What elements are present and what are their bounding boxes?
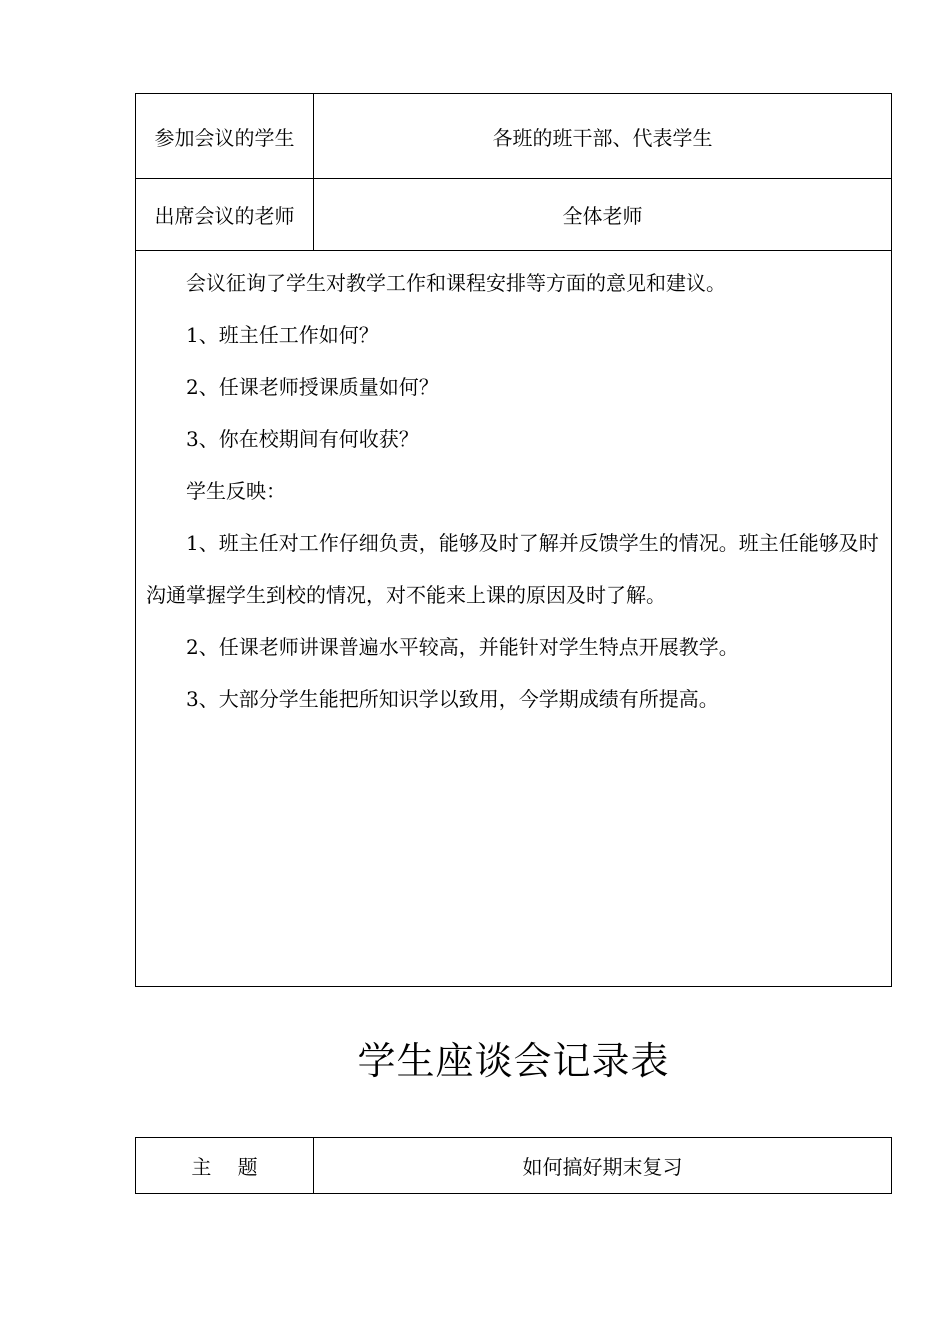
meeting-content [136, 251, 892, 987]
content-paragraph: 3、你在校期间有何收获？ [186, 427, 419, 451]
topic-table [135, 1137, 892, 1194]
content-paragraph: 1、班主任工作如何？ [186, 323, 379, 347]
table-row [136, 251, 892, 987]
topic-label: 主 题 [136, 1138, 314, 1194]
students-label: 参加会议的学生 [136, 94, 314, 179]
content-paragraph: 1、班主任对工作仔细负责，能够及时了解并反馈学生的情况。班主任能够及时沟通掌握学生到校的情况，对不能来上课的原因及时了解。 [146, 531, 879, 607]
content-paragraph: 2、任课老师授课质量如何？ [186, 375, 439, 399]
students-value: 各班的班干部、代表学生 [314, 94, 892, 179]
topic-value: 如何搞好期末复习 [314, 1138, 892, 1194]
content-paragraph: 2、任课老师讲课普遍水平较高，并能针对学生特点开展教学。 [186, 635, 739, 659]
meeting-info-table [135, 93, 892, 987]
content-paragraph: 会议征询了学生对教学工作和课程安排等方面的意见和建议。 [186, 271, 726, 295]
teachers-value: 全体老师 [314, 179, 892, 251]
table-row [136, 94, 892, 179]
table-row [136, 1138, 892, 1194]
teachers-label: 出席会议的老师 [136, 179, 314, 251]
content-paragraph: 学生反映： [186, 479, 286, 503]
document-title: 学生座谈会记录表 [357, 1039, 670, 1083]
content-paragraph: 3、大部分学生能把所知识学以致用，今学期成绩有所提高。 [186, 687, 719, 711]
table-row [136, 179, 892, 251]
